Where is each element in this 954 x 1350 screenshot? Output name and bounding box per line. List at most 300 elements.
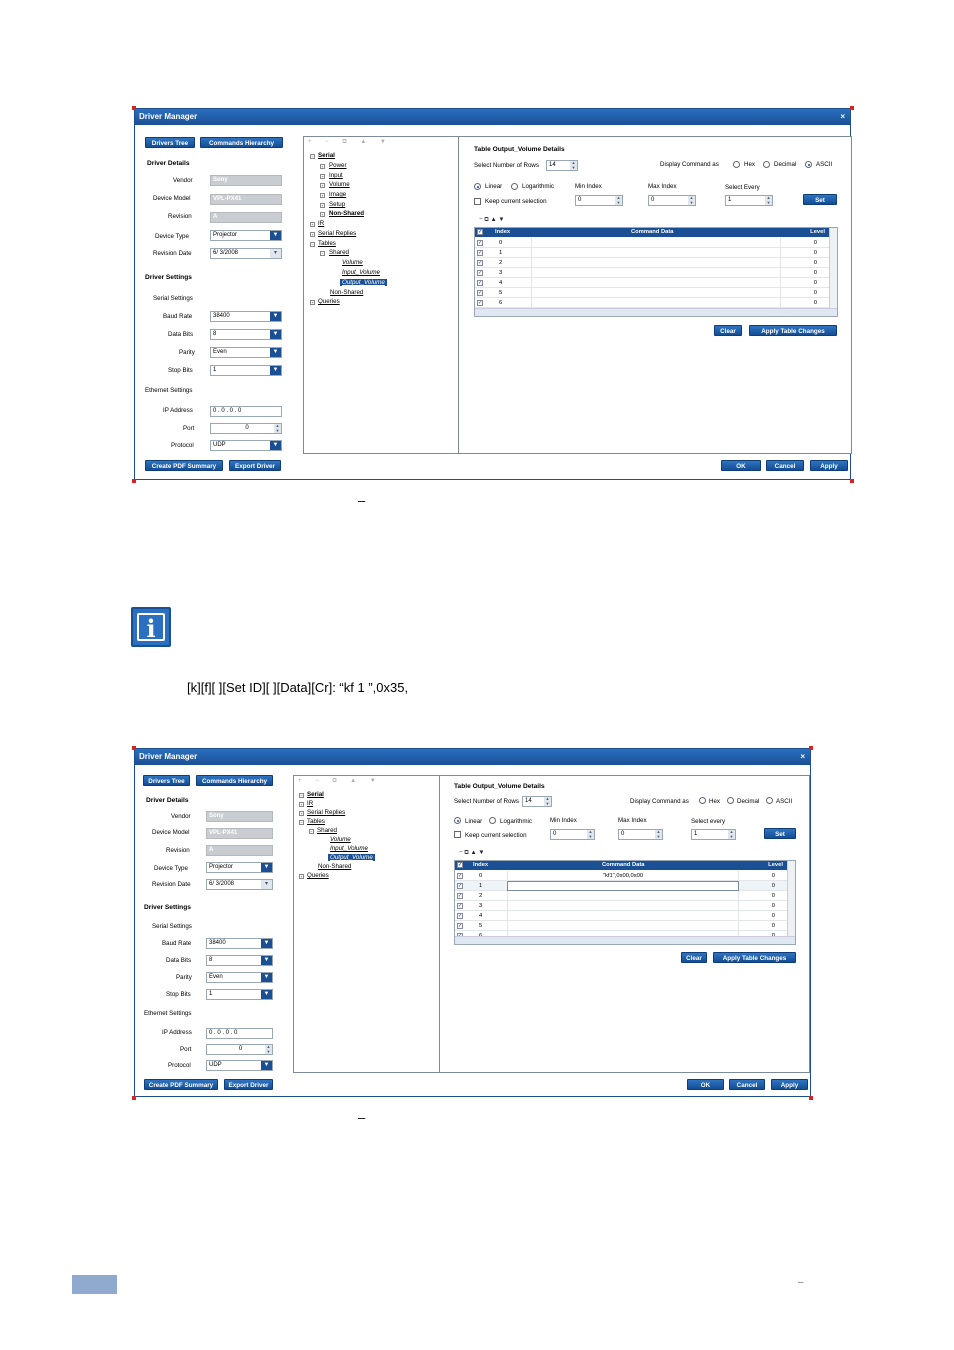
logarithmic-label: Logarithmic	[500, 818, 532, 825]
table-details-pane	[439, 775, 810, 1073]
vendor-label: Vendor	[171, 813, 191, 820]
data-bits-value: 8	[213, 331, 217, 337]
select-all-checkbox[interactable]: ✓	[478, 229, 483, 235]
apply-button[interactable]: Apply	[810, 460, 848, 471]
commands-table	[454, 860, 796, 945]
max-index-value: 0	[621, 831, 625, 837]
min-index-label: Min Index	[575, 183, 602, 190]
expand-icon[interactable]: +	[321, 203, 324, 208]
table-details-heading: Table Output_Volume Details	[474, 146, 565, 153]
row-command-data[interactable]	[531, 278, 781, 288]
row-level: 0	[771, 893, 775, 899]
table-details-pane	[458, 136, 852, 454]
figure-caption-2: –	[358, 1110, 366, 1125]
parity-value: Even	[213, 349, 227, 355]
drivers-tree-pane	[303, 136, 459, 454]
parity-select[interactable]	[210, 347, 282, 358]
tree-tables[interactable]: Tables	[318, 240, 336, 247]
expand-icon[interactable]: +	[300, 811, 303, 816]
stop-bits-value: 1	[209, 991, 213, 997]
port-value: 0	[245, 425, 249, 431]
create-pdf-summary-button[interactable]: Create PDF Summary	[144, 1079, 218, 1090]
chevron-down-icon[interactable]: ▼	[261, 956, 272, 965]
baud-rate-select[interactable]	[206, 938, 273, 949]
row-command-data[interactable]	[507, 891, 739, 901]
window-title: Driver Manager	[139, 752, 198, 761]
window-title-bar	[135, 109, 850, 125]
device-type-label: Device Type	[154, 865, 188, 872]
tree-queries[interactable]: Queries	[307, 872, 329, 879]
hex-label: Hex	[709, 798, 721, 805]
index-column-header: Index	[473, 862, 489, 868]
chevron-down-icon[interactable]: ▼	[261, 990, 272, 999]
linear-radio[interactable]	[454, 817, 461, 824]
data-bits-label: Data Bits	[168, 331, 194, 338]
command-syntax-note: [k][f][ ][Set ID][ ][Data][Cr]: “kf 1 ”,0x35,	[187, 680, 409, 695]
row-level: 0	[771, 923, 775, 929]
close-icon[interactable]: ×	[840, 112, 845, 121]
commands-hierarchy-button[interactable]: Commands Hierarchy	[196, 775, 273, 786]
table-row[interactable]	[475, 248, 831, 258]
row-checkbox[interactable]: ✓	[458, 883, 463, 889]
row-index: 3	[479, 903, 483, 909]
row-level: 0	[813, 250, 817, 256]
apply-table-changes-button[interactable]: Apply Table Changes	[713, 952, 796, 963]
spinner-icon[interactable]: ▲ ▼	[616, 195, 621, 205]
ip-address-label: IP Address	[162, 1029, 192, 1036]
row-level: 0	[813, 260, 817, 266]
select-all-checkbox[interactable]: ✓	[458, 862, 463, 868]
chevron-down-icon[interactable]: ▼	[261, 1061, 272, 1070]
select-every-label: Select Every	[725, 184, 760, 191]
tree-table-volume[interactable]: Volume	[342, 259, 363, 266]
rows-value: 14	[525, 798, 532, 804]
table-row[interactable]	[475, 268, 831, 278]
row-level: 0	[813, 300, 817, 306]
ip-address-label: IP Address	[163, 407, 193, 414]
collapse-icon[interactable]: −	[311, 154, 314, 159]
spinner-icon[interactable]: ▲ ▼	[729, 829, 734, 839]
spinner-icon[interactable]: ▲ ▼	[766, 195, 771, 205]
corner-marker	[809, 1096, 813, 1100]
table-row[interactable]	[475, 288, 831, 298]
tree-input[interactable]: Input	[329, 172, 343, 179]
footer-dash: –	[798, 1277, 804, 1288]
chevron-down-icon[interactable]: ▼	[270, 312, 281, 321]
corner-marker	[132, 746, 136, 750]
apply-table-changes-button[interactable]: Apply Table Changes	[749, 325, 837, 336]
port-value: 0	[238, 1046, 243, 1052]
device-model-label: Device Model	[152, 829, 190, 836]
revision-date-picker[interactable]	[210, 248, 282, 259]
row-checkbox[interactable]: ✓	[478, 280, 483, 286]
export-driver-button[interactable]: Export Driver	[224, 1079, 273, 1090]
clear-button[interactable]: Clear	[681, 952, 707, 963]
device-model-label: Device Model	[153, 195, 191, 202]
protocol-select[interactable]	[206, 1060, 273, 1071]
cancel-button[interactable]: Cancel	[766, 460, 804, 471]
select-every-label: Select every	[691, 818, 726, 825]
tree-serial-replies[interactable]: Serial Replies	[318, 230, 357, 237]
chevron-down-icon[interactable]: ▾	[261, 880, 272, 889]
port-label: Port	[180, 1046, 192, 1053]
chevron-down-icon[interactable]: ▼	[270, 366, 281, 375]
row-checkbox[interactable]: ✓	[458, 893, 463, 899]
row-index: 3	[499, 270, 503, 276]
tree-toolbar[interactable]: + − ⧉ ▲ ▼	[294, 776, 439, 787]
expand-icon[interactable]: +	[311, 222, 314, 227]
row-command-data[interactable]	[507, 901, 739, 911]
tree-queries[interactable]: Queries	[318, 298, 340, 305]
revision-date-label: Revision Date	[153, 250, 192, 257]
expand-icon[interactable]: +	[300, 802, 303, 807]
spinner-icon[interactable]: ▲ ▼	[545, 796, 550, 806]
tree-non-shared[interactable]: Non-Shared	[329, 210, 365, 217]
data-bits-select[interactable]	[206, 955, 273, 966]
corner-marker	[850, 479, 854, 483]
row-level: 0	[813, 240, 817, 246]
ok-button[interactable]: OK	[687, 1079, 724, 1090]
tree-shared[interactable]: Shared	[329, 249, 349, 256]
port-input[interactable]	[210, 423, 282, 434]
row-command-data[interactable]	[531, 288, 781, 298]
row-index: 5	[499, 290, 503, 296]
ascii-radio[interactable]	[805, 161, 812, 168]
row-index: 0	[479, 873, 483, 879]
row-command-data[interactable]	[507, 881, 739, 891]
row-index: 5	[479, 923, 483, 929]
revision-field: A	[210, 212, 282, 223]
max-index-stepper[interactable]	[618, 829, 663, 840]
row-level: 0	[771, 883, 775, 889]
horizontal-scrollbar[interactable]	[455, 936, 795, 944]
row-index: 1	[499, 250, 503, 256]
page-number-bar	[72, 1275, 117, 1294]
tree-serial[interactable]: Serial	[307, 791, 324, 798]
tree-ir[interactable]: IR	[318, 220, 325, 227]
chevron-down-icon[interactable]: ▼	[270, 330, 281, 339]
driver-settings-heading: Driver Settings	[145, 274, 192, 281]
expand-icon[interactable]: +	[321, 193, 324, 198]
row-index: 0	[499, 240, 503, 246]
device-type-select[interactable]	[206, 862, 273, 873]
logarithmic-radio[interactable]	[511, 183, 518, 190]
rows-label: Select Number of Rows	[474, 162, 539, 169]
table-row[interactable]	[475, 238, 831, 248]
table-header	[475, 228, 837, 237]
row-index: 2	[479, 893, 483, 899]
data-bits-select[interactable]	[210, 329, 282, 340]
expand-icon[interactable]: +	[321, 174, 324, 179]
corner-marker	[850, 106, 854, 110]
tree-power[interactable]: Power	[329, 162, 347, 169]
index-column-header: Index	[495, 229, 511, 235]
row-command-data[interactable]	[531, 258, 781, 268]
drivers-tree-button[interactable]: Drivers Tree	[145, 137, 195, 148]
corner-marker	[132, 106, 136, 110]
set-button[interactable]: Set	[803, 194, 837, 205]
expand-icon[interactable]: +	[321, 183, 324, 188]
collapse-icon[interactable]: −	[311, 242, 314, 247]
row-checkbox[interactable]: ✓	[478, 290, 483, 296]
level-column-header: Level	[810, 229, 825, 235]
hex-label: Hex	[744, 161, 756, 168]
vendor-field: Sony	[206, 811, 273, 822]
stop-bits-select[interactable]	[206, 989, 273, 1000]
row-level: 0	[813, 290, 817, 296]
chevron-down-icon[interactable]: ▼	[261, 863, 272, 872]
rows-value: 14	[549, 162, 556, 168]
select-every-stepper[interactable]	[691, 829, 736, 840]
collapse-icon[interactable]: −	[300, 793, 303, 798]
select-every-stepper[interactable]	[725, 195, 773, 206]
row-command-data[interactable]: "kf1",0x00,0x00	[507, 871, 739, 881]
baud-rate-value: 38400	[209, 940, 226, 946]
drivers-tree-button[interactable]: Drivers Tree	[143, 775, 190, 786]
driver-details-heading: Driver Details	[147, 160, 190, 167]
max-index-value: 0	[651, 197, 655, 203]
spinner-icon[interactable]: ▲ ▼	[571, 160, 576, 170]
tree-serial[interactable]: Serial	[318, 152, 335, 159]
table-row[interactable]	[455, 881, 789, 891]
rows-label: Select Number of Rows	[454, 798, 519, 805]
expand-icon[interactable]: +	[321, 212, 324, 217]
row-checkbox[interactable]: ✓	[478, 240, 483, 246]
decimal-radio[interactable]	[763, 161, 770, 168]
row-index: 1	[479, 883, 483, 889]
rows-stepper[interactable]	[546, 160, 578, 171]
row-checkbox[interactable]: ✓	[478, 260, 483, 266]
table-row[interactable]	[455, 891, 789, 901]
decimal-radio[interactable]	[727, 797, 734, 804]
collapse-icon[interactable]: −	[310, 829, 313, 834]
vendor-field: Sony	[210, 175, 282, 186]
collapse-icon[interactable]: −	[300, 820, 303, 825]
select-every-value: 1	[694, 831, 698, 837]
table-row[interactable]	[455, 921, 789, 931]
commands-hierarchy-button[interactable]: Commands Hierarchy	[200, 137, 283, 148]
stop-bits-label: Stop Bits	[166, 991, 191, 998]
ascii-label: ASCII	[776, 798, 793, 805]
protocol-label: Protocol	[171, 442, 194, 449]
revision-label: Revision	[166, 847, 190, 854]
tree-volume[interactable]: Volume	[329, 181, 350, 188]
protocol-label: Protocol	[168, 1062, 191, 1069]
row-command-data[interactable]	[531, 268, 781, 278]
spinner-icon[interactable]: ▲ ▼	[275, 423, 280, 433]
keep-selection-checkbox[interactable]	[474, 198, 481, 205]
row-level: 0	[771, 913, 775, 919]
ok-button[interactable]: OK	[721, 460, 761, 471]
horizontal-scrollbar[interactable]	[475, 308, 837, 316]
max-index-stepper[interactable]	[648, 195, 696, 206]
logarithmic-label: Logarithmic	[522, 183, 554, 190]
tree-table-input-volume[interactable]: Input_Volume	[342, 269, 380, 276]
grid-toolbar[interactable]: − ⧉ ▲ ▼	[479, 216, 505, 223]
min-index-value: 0	[578, 197, 582, 203]
table-row[interactable]	[455, 911, 789, 921]
row-checkbox[interactable]: ✓	[458, 903, 463, 909]
collapse-icon[interactable]: −	[321, 251, 324, 256]
rows-stepper[interactable]	[522, 796, 552, 807]
revision-label: Revision	[168, 213, 192, 220]
tree-table-output-volume[interactable]: Output_Volume	[330, 854, 373, 861]
driver-settings-heading: Driver Settings	[144, 904, 191, 911]
keep-selection-label: Keep current selection	[465, 832, 527, 839]
port-input[interactable]	[206, 1044, 273, 1055]
ascii-radio[interactable]	[766, 797, 773, 804]
row-level: 0	[813, 280, 817, 286]
protocol-value: UDP	[213, 442, 226, 448]
table-details-heading: Table Output_Volume Details	[454, 783, 545, 790]
chevron-down-icon[interactable]: ▼	[270, 441, 281, 450]
driver-manager-window-1	[134, 108, 851, 480]
baud-rate-label: Baud Rate	[162, 940, 192, 947]
row-level: 0	[771, 903, 775, 909]
corner-marker	[132, 1096, 136, 1100]
grid-toolbar[interactable]: − ⧉ ▲ ▼	[459, 849, 485, 856]
row-command-data[interactable]	[507, 911, 739, 921]
hex-radio[interactable]	[733, 161, 740, 168]
tree-serial-replies[interactable]: Serial Replies	[307, 809, 346, 816]
revision-date-value: 6/ 3/2008	[209, 881, 235, 887]
vertical-scrollbar[interactable]	[829, 228, 837, 308]
revision-field: A	[206, 845, 273, 856]
corner-marker	[132, 479, 136, 483]
stop-bits-label: Stop Bits	[168, 367, 193, 374]
row-command-data[interactable]	[531, 298, 781, 308]
max-index-label: Max Index	[618, 817, 647, 824]
device-type-value: Projector	[209, 864, 234, 870]
display-command-label: Display Command as	[630, 798, 689, 805]
row-checkbox[interactable]: ✓	[478, 300, 483, 306]
apply-button[interactable]: Apply	[771, 1079, 808, 1090]
select-every-value: 1	[728, 197, 732, 203]
tree-shared[interactable]: Shared	[317, 827, 337, 834]
row-command-data[interactable]	[507, 921, 739, 931]
spinner-icon[interactable]: ▲ ▼	[656, 829, 661, 839]
set-button[interactable]: Set	[764, 828, 796, 839]
row-command-data[interactable]	[531, 248, 781, 258]
expand-icon[interactable]: +	[300, 874, 303, 879]
tree-toolbar[interactable]: + − ⧉ ▲ ▼	[304, 137, 458, 148]
stop-bits-value: 1	[213, 367, 217, 373]
clear-button[interactable]: Clear	[714, 325, 742, 336]
parity-select[interactable]	[206, 972, 273, 983]
row-checkbox[interactable]: ✓	[478, 270, 483, 276]
drivers-tree-pane	[293, 775, 440, 1073]
tree-ir[interactable]: IR	[307, 800, 314, 807]
driver-details-heading: Driver Details	[146, 797, 189, 804]
min-index-stepper[interactable]	[575, 195, 623, 206]
protocol-select[interactable]	[210, 440, 282, 451]
chevron-down-icon[interactable]: ▼	[270, 231, 281, 240]
baud-rate-select[interactable]	[210, 311, 282, 322]
chevron-down-icon[interactable]: ▼	[270, 348, 281, 357]
cancel-button[interactable]: Cancel	[729, 1079, 765, 1090]
min-index-label: Min Index	[550, 817, 577, 824]
display-command-label: Display Command as	[660, 161, 719, 168]
row-checkbox[interactable]: ✓	[478, 250, 483, 256]
tree-table-non-shared[interactable]: Non-Shared	[318, 863, 352, 870]
revision-date-value: 6/ 3/2008	[213, 250, 239, 256]
row-checkbox[interactable]: ✓	[458, 923, 463, 929]
tree-tables[interactable]: Tables	[307, 818, 325, 825]
table-row[interactable]	[475, 258, 831, 268]
stop-bits-select[interactable]	[210, 365, 282, 376]
row-checkbox[interactable]: ✓	[458, 873, 463, 879]
protocol-value: UDP	[209, 1062, 222, 1068]
linear-label: Linear	[465, 818, 483, 825]
vertical-scrollbar[interactable]	[787, 861, 795, 936]
min-index-stepper[interactable]	[550, 829, 595, 840]
chevron-down-icon[interactable]: ▼	[261, 973, 272, 982]
info-icon: i	[131, 607, 171, 647]
tree-image[interactable]: Image	[329, 191, 347, 198]
expand-icon[interactable]: +	[311, 232, 314, 237]
expand-icon[interactable]: +	[321, 164, 324, 169]
row-index: 6	[499, 300, 503, 306]
expand-icon[interactable]: +	[311, 300, 314, 305]
row-index: 4	[479, 913, 483, 919]
revision-date-picker[interactable]	[206, 879, 273, 890]
tree-table-non-shared[interactable]: Non-Shared	[330, 289, 364, 296]
row-index: 2	[499, 260, 503, 266]
device-type-value: Projector	[213, 232, 238, 238]
driver-manager-window-2	[134, 748, 811, 1097]
table-row[interactable]	[475, 278, 831, 288]
command-column-header: Command Data	[602, 862, 645, 868]
tree-table-input-volume[interactable]: Input_Volume	[330, 845, 368, 852]
row-index: 4	[499, 280, 503, 286]
tree-setup[interactable]: Setup	[329, 201, 346, 208]
baud-rate-label: Baud Rate	[163, 313, 193, 320]
row-level: 0	[771, 873, 775, 879]
close-icon[interactable]: ×	[800, 752, 805, 761]
create-pdf-summary-button[interactable]: Create PDF Summary	[145, 460, 223, 471]
ethernet-settings-label: Ethernet Settings	[145, 387, 193, 394]
spinner-icon[interactable]: ▲ ▼	[588, 829, 593, 839]
table-header	[455, 861, 795, 870]
table-row[interactable]	[455, 901, 789, 911]
tree-table-volume[interactable]: Volume	[330, 836, 351, 843]
ip-address-input[interactable]: 0 . 0 . 0 . 0	[206, 1028, 273, 1039]
decimal-label: Decimal	[737, 798, 760, 805]
chevron-down-icon[interactable]: ▼	[261, 939, 272, 948]
table-row[interactable]	[455, 871, 789, 881]
device-model-field: VPL-PX41	[210, 194, 282, 205]
vendor-label: Vendor	[173, 177, 193, 184]
chevron-down-icon[interactable]: ▾	[270, 249, 281, 258]
row-command-data[interactable]	[531, 238, 781, 248]
hex-radio[interactable]	[699, 797, 706, 804]
row-checkbox[interactable]: ✓	[458, 913, 463, 919]
device-type-select[interactable]	[210, 230, 282, 241]
ip-address-input[interactable]: 0 . 0 . 0 . 0	[210, 406, 282, 417]
spinner-icon[interactable]: ▲ ▼	[689, 195, 694, 205]
linear-radio[interactable]	[474, 183, 481, 190]
device-model-field: VPL-PX41	[206, 828, 273, 839]
keep-selection-checkbox[interactable]	[454, 831, 461, 838]
max-index-label: Max Index	[648, 183, 677, 190]
logarithmic-radio[interactable]	[489, 817, 496, 824]
table-row[interactable]	[475, 298, 831, 308]
window-title-bar	[135, 749, 810, 765]
parity-label: Parity	[176, 974, 192, 981]
spinner-icon[interactable]: ▲ ▼	[266, 1044, 271, 1054]
tree-table-output-volume[interactable]: Output_Volume	[342, 279, 385, 286]
export-driver-button[interactable]: Export Driver	[229, 460, 281, 471]
